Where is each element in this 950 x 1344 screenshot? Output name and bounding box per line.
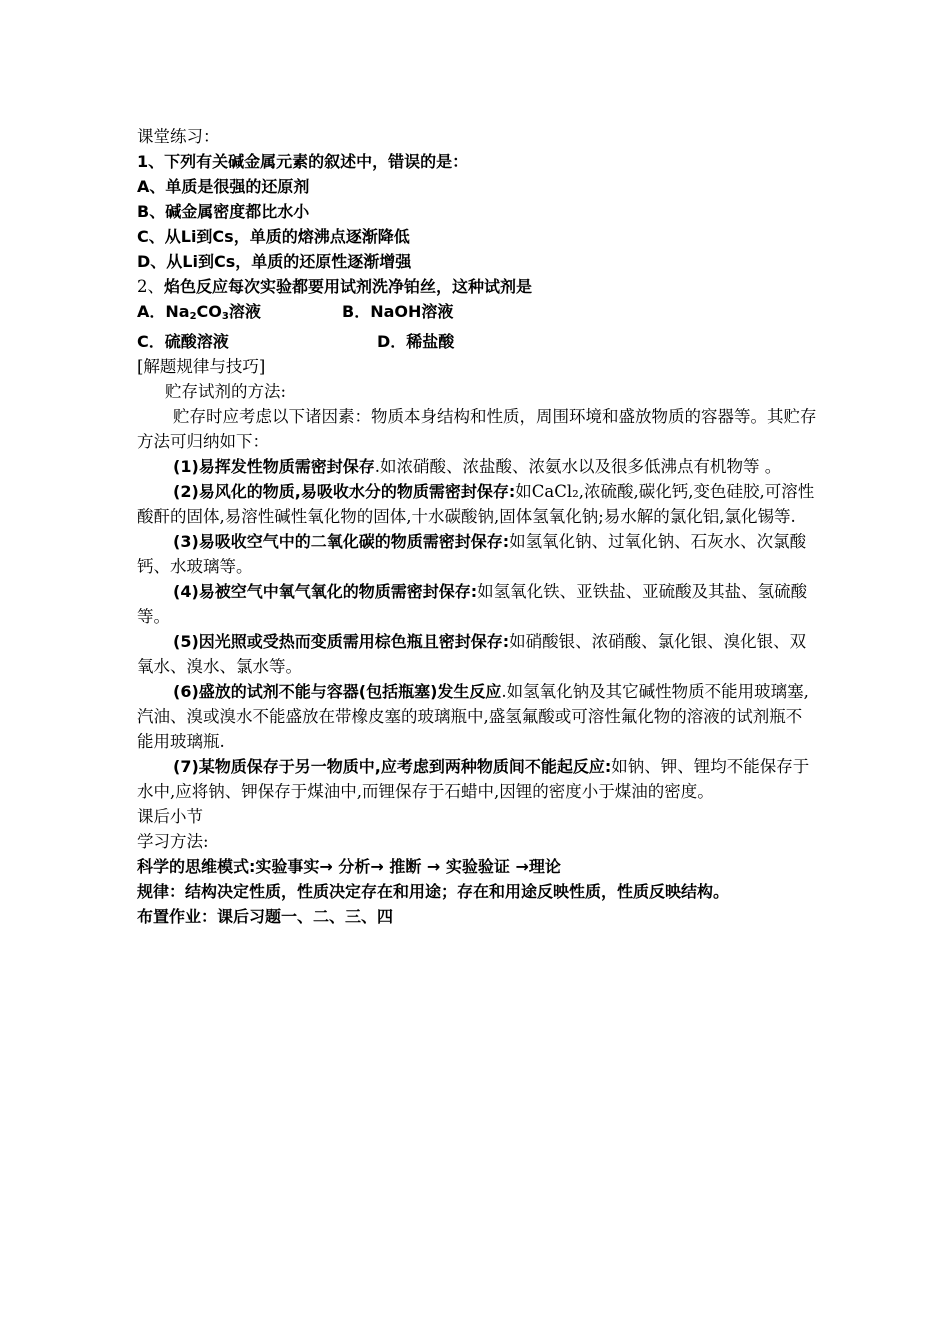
question-2-options-row-1 [137, 299, 817, 329]
storage-rule-6: (6)盛放的试剂不能与容器(包括瓶塞)发生反应.如氢氧化钠及其它碱性物质不能用玻璃塞,汽油、溴或溴水不能盛放在带橡皮塞的玻璃瓶中,盛氢氟酸或可溶性氟化物的溶液的试剂瓶不能用玻璃瓶. [137, 682, 809, 751]
storage-rule-3: (3)易吸收空气中的二氧化碳的物质需密封保存:如氢氧化钠、过氧化钠、石灰水、次氯酸钙、水玻璃等。 [137, 532, 807, 576]
homework: 布置作业：课后习题一、二、三、四 [137, 907, 394, 926]
document-content [137, 124, 817, 929]
question-1-option-c: C、从Li到Cs，单质的熔沸点逐渐降低 [137, 227, 410, 246]
question-2-stem [137, 274, 817, 299]
storage-rule-1: (1)易挥发性物质需密封保存.如浓硝酸、浓盐酸、浓氨水以及很多低沸点有机物等 。 [173, 457, 782, 476]
storage-rule-5: (5)因光照或受热而变质需用棕色瓶且密封保存:如硝酸银、浓硝酸、氯化银、溴化银、双氧水、溴水、氯水等。 [137, 632, 807, 676]
storage-rule-7: (7)某物质保存于另一物质中,应考虑到两种物质间不能起反应:如钠、钾、锂均不能保存于水中,应将钠、钾保存于煤油中,而锂保存于石蜡中,因锂的密度小于煤油的密度。 [137, 757, 810, 801]
question-1-stem: 1、下列有关碱金属元素的叙述中，错误的是： [137, 152, 469, 171]
tips-header: [解题规律与技巧] [137, 357, 266, 376]
storage-rule-2: (2)易风化的物质,易吸收水分的物质需密封保存:如CaCl₂,浓硫酸,碳化钙,变色硅胶,可溶性酸酐的固体,易溶性碱性氧化物的固体,十水碳酸钠,固体氢氧化钠;易水解的氯化铝,氯化锡等. [137, 482, 815, 526]
question-1-option-d: D、从Li到Cs，单质的还原性逐渐增强 [137, 252, 412, 271]
question-2-option-c: C．硫酸溶液 [137, 332, 229, 351]
question-1-option-b: B、碱金属密度都比水小 [137, 202, 310, 221]
question-2-option-b: B．NaOH溶液 [342, 302, 454, 321]
thinking-mode: 科学的思维模式:实验事实→ 分析→ 推断 → 实验验证 →理论 [137, 857, 561, 876]
question-2-option-d: D．稀盐酸 [377, 332, 455, 351]
question-2-option-a: A．$Na_2CO_3$溶液 [137, 302, 261, 322]
question-1-option-a: A、单质是很强的还原剂 [137, 177, 310, 196]
storage-intro: 贮存时应考虑以下诸因素：物质本身结构和性质，周围环境和盛放物质的容器等。其贮存方法可归纳如下： [137, 407, 817, 451]
summary-title: 课后小节 [137, 807, 203, 826]
practice-title: 课堂练习： [137, 127, 220, 146]
method-title: 学习方法: [137, 832, 209, 851]
storage-title: 贮存试剂的方法: [165, 382, 287, 401]
law-statement: 规律：结构决定性质，性质决定存在和用途；存在和用途反映性质，性质反映结构。 [137, 882, 730, 901]
storage-rule-4: (4)易被空气中氧气氧化的物质需密封保存:如氢氧化铁、亚铁盐、亚硫酸及其盐、氢硫酸等。 [137, 582, 808, 626]
question-2-text: 焰色反应每次实验都要用试剂洗净铂丝，这种试剂是 [164, 277, 533, 296]
question-2-options-row-2 [137, 329, 817, 354]
question-2-number: 2、 [137, 277, 164, 296]
